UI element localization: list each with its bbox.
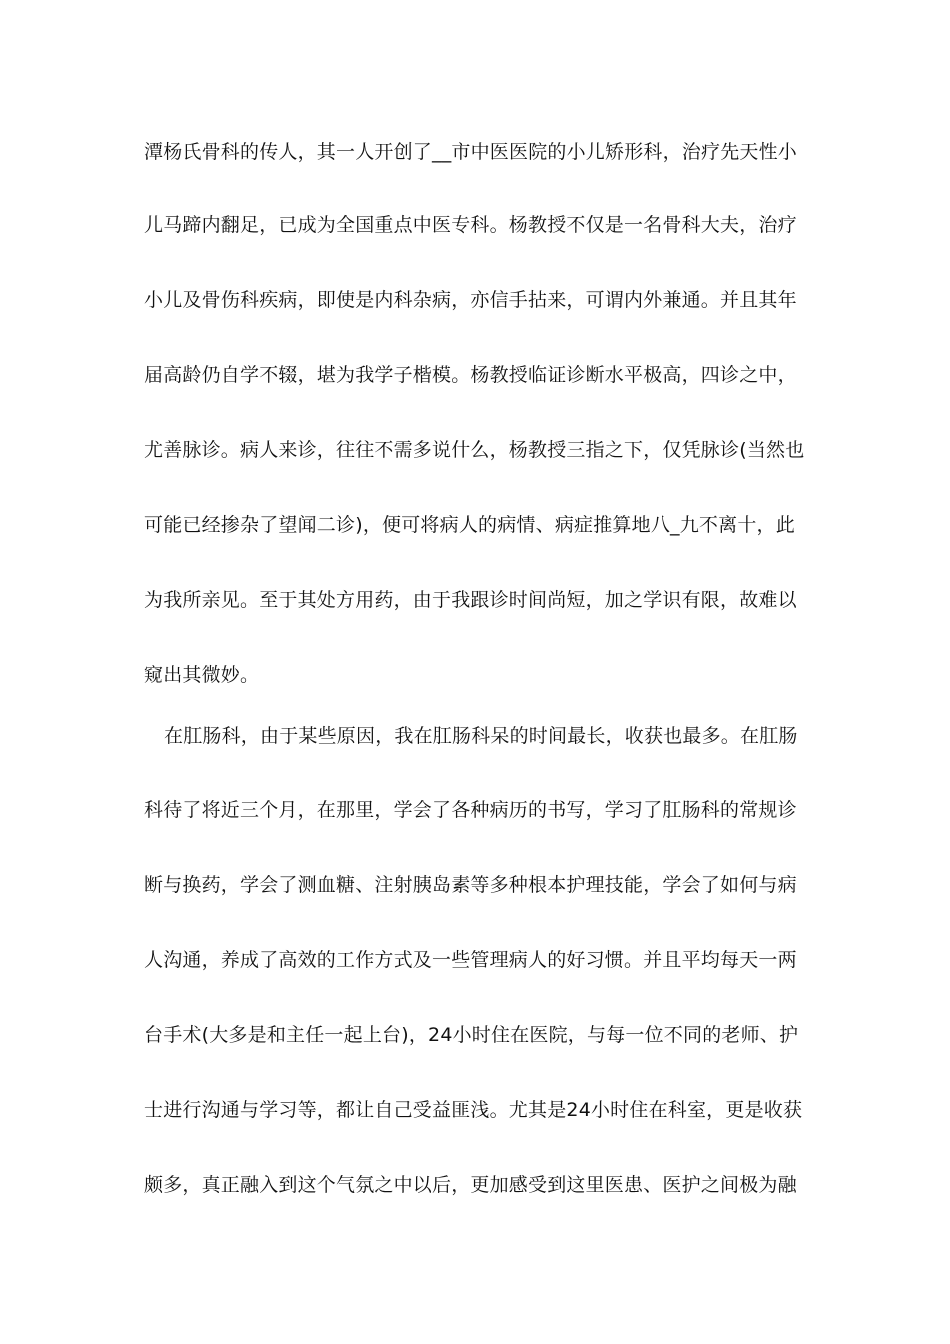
text-line: 小儿及骨伤科疾病，即使是内科杂病，亦信手拈来，可谓内外兼通。并且其年 — [144, 289, 797, 311]
text-line: 士进行沟通与学习等，都让自己受益匪浅。尤其是24小时住在科室，更是收获 — [144, 1099, 803, 1121]
text-line: 科待了将近三个月，在那里，学会了各种病历的书写，学习了肛肠科的常规诊 — [144, 799, 797, 821]
text-line: 颇多，真正融入到这个气氛之中以后，更加感受到这里医患、医护之间极为融 — [144, 1174, 797, 1196]
text-line: 可能已经掺杂了望闻二诊)，便可将病人的病情、病症推算地八_九不离十，此 — [144, 514, 795, 536]
text-line: 儿马蹄内翻足，已成为全国重点中医专科。杨教授不仅是一名骨科大夫，治疗 — [144, 214, 797, 236]
text-line: 届高龄仍自学不辍，堪为我学子楷模。杨教授临证诊断水平极高，四诊之中， — [144, 364, 797, 386]
text-line: 窥出其微妙。 — [144, 664, 260, 686]
text-line: 断与换药，学会了测血糖、注射胰岛素等多种根本护理技能，学会了如何与病 — [144, 874, 797, 896]
paragraph-first-line: 在肛肠科，由于某些原因，我在肛肠科呆的时间最长，收获也最多。在肛肠 — [164, 725, 798, 747]
text-line: 人沟通，养成了高效的工作方式及一些管理病人的好习惯。并且平均每天一两 — [144, 949, 797, 971]
text-line: 为我所亲见。至于其处方用药，由于我跟诊时间尚短，加之学识有限，故难以 — [144, 589, 797, 611]
text-line: 尤善脉诊。病人来诊，往往不需多说什么，杨教授三指之下，仅凭脉诊(当然也 — [144, 439, 805, 461]
text-line: 台手术(大多是和主任一起上台)，24小时住在医院，与每一位不同的老师、护 — [144, 1024, 799, 1046]
text-line: 潭杨氏骨科的传人，其一人开创了__市中医医院的小儿矫形科，治疗先天性小 — [144, 141, 798, 163]
